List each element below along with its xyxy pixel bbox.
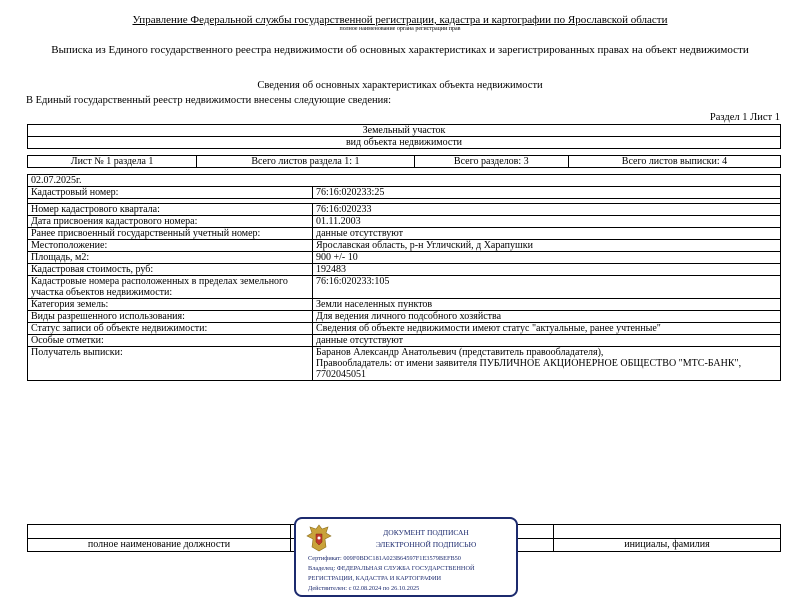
field-label: Площадь, м2: bbox=[28, 252, 313, 264]
section-intro: В Единый государственный реестр недвижимости внесены следующие сведения: bbox=[26, 95, 392, 106]
signature-cell bbox=[28, 525, 291, 539]
field-label: Дата присвоения кадастрового номера: bbox=[28, 216, 313, 228]
sheet-number: Лист № 1 раздела 1 bbox=[28, 156, 197, 168]
stamp-certificate: Сертификат: 009F0BDC181A023B64597F1E3579BEFB50 bbox=[308, 555, 461, 562]
table-row bbox=[28, 252, 781, 264]
field-value: Сведения об объекте недвижимости имеют статус "актуальные, ранее учтенные" bbox=[313, 323, 781, 335]
characteristics-table bbox=[27, 174, 781, 381]
sheets-in-section: Всего листов раздела 1: 1 bbox=[197, 156, 414, 168]
table-row bbox=[28, 335, 781, 347]
position-caption: полное наименование должности bbox=[28, 539, 291, 552]
registry-office-name: Управление Федеральной службы государственной регистрации, кадастра и картографии по Ярославской области bbox=[132, 14, 668, 26]
field-label: Категория земель: bbox=[28, 299, 313, 311]
electronic-signature-stamp bbox=[294, 517, 518, 597]
field-label: Особые отметки: bbox=[28, 335, 313, 347]
cadastral-number: 76:16:020233:25 bbox=[313, 187, 781, 199]
section-title: Сведения об основных характеристиках объекта недвижимости bbox=[257, 80, 543, 91]
table-row bbox=[28, 347, 781, 381]
object-type: Земельный участок bbox=[28, 125, 781, 137]
field-label: Номер кадастрового квартала: bbox=[28, 204, 313, 216]
object-type-table bbox=[27, 124, 781, 149]
field-value: данные отсутствуют bbox=[313, 228, 781, 240]
field-value: Ярославская область, р-н Угличский, д Харапушки bbox=[313, 240, 781, 252]
stamp-validity: Действителен: с 02.08.2024 по 26.10.2025 bbox=[308, 585, 420, 592]
field-value: Для ведения личного подсобного хозяйства bbox=[313, 311, 781, 323]
field-label: Получатель выписки: bbox=[28, 347, 313, 381]
stamp-owner: РЕГИСТРАЦИИ, КАДАСТРА И КАРТОГРАФИИ bbox=[308, 575, 442, 582]
recipient-line: Правообладатель: от имени заявителя ПУБЛИЧНОЕ АКЦИОНЕРНОЕ ОБЩЕСТВО "МТС-БАНК", bbox=[316, 358, 742, 369]
stamp-title: ДОКУМЕНТ ПОДПИСАН bbox=[383, 528, 469, 537]
recipient-value bbox=[313, 347, 781, 381]
coat-of-arms-icon bbox=[306, 523, 332, 553]
recipient-line: Баранов Александр Анатольевич (представитель правообладателя), bbox=[316, 347, 604, 358]
object-type-caption: вид объекта недвижимости bbox=[28, 137, 781, 149]
table-row bbox=[28, 240, 781, 252]
table-row bbox=[28, 204, 781, 216]
section-sheet-label: Раздел 1 Лист 1 bbox=[709, 112, 780, 123]
table-row bbox=[28, 311, 781, 323]
field-label: Ранее присвоенный государственный учетный номер: bbox=[28, 228, 313, 240]
table-row bbox=[28, 299, 781, 311]
sheet-info-table bbox=[27, 155, 781, 168]
field-value: 900 +/- 10 bbox=[313, 252, 781, 264]
table-row bbox=[28, 276, 781, 299]
stamp-subtitle: ЭЛЕКТРОННОЙ ПОДПИСЬЮ bbox=[375, 540, 477, 549]
field-label: Кадастровый номер: bbox=[28, 187, 313, 199]
table-row bbox=[28, 228, 781, 240]
name-caption: инициалы, фамилия bbox=[554, 539, 781, 552]
field-value: 192483 bbox=[313, 264, 781, 276]
field-label: Кадастровая стоимость, руб: bbox=[28, 264, 313, 276]
registry-office-caption: полное наименование органа регистрации прав bbox=[339, 26, 461, 32]
field-label: Статус записи об объекте недвижимости: bbox=[28, 323, 313, 335]
field-value: 76:16:020233 bbox=[313, 204, 781, 216]
signature-cell bbox=[554, 525, 781, 539]
table-row bbox=[28, 323, 781, 335]
field-value: 76:16:020233:105 bbox=[313, 276, 781, 299]
field-value: Земли населенных пунктов bbox=[313, 299, 781, 311]
table-row bbox=[28, 264, 781, 276]
field-label: Местоположение: bbox=[28, 240, 313, 252]
extract-date: 02.07.2025г. bbox=[28, 175, 781, 187]
field-label: Кадастровые номера расположенных в пределах земельного участка объектов недвижимости: bbox=[28, 276, 313, 299]
stamp-owner: Владелец: ФЕДЕРАЛЬНАЯ СЛУЖБА ГОСУДАРСТВЕННОЙ bbox=[308, 565, 475, 572]
extract-title: Выписка из Единого государственного реестра недвижимости об основных характеристиках и зарегистрированных правах на объект недвижимости bbox=[51, 44, 749, 56]
field-value: данные отсутствуют bbox=[313, 335, 781, 347]
field-label: Виды разрешенного использования: bbox=[28, 311, 313, 323]
field-value: 01.11.2003 bbox=[313, 216, 781, 228]
sheets-total: Всего листов выписки: 4 bbox=[568, 156, 780, 168]
recipient-line: 7702045051 bbox=[316, 369, 366, 380]
table-row bbox=[28, 216, 781, 228]
sections-total: Всего разделов: 3 bbox=[414, 156, 568, 168]
